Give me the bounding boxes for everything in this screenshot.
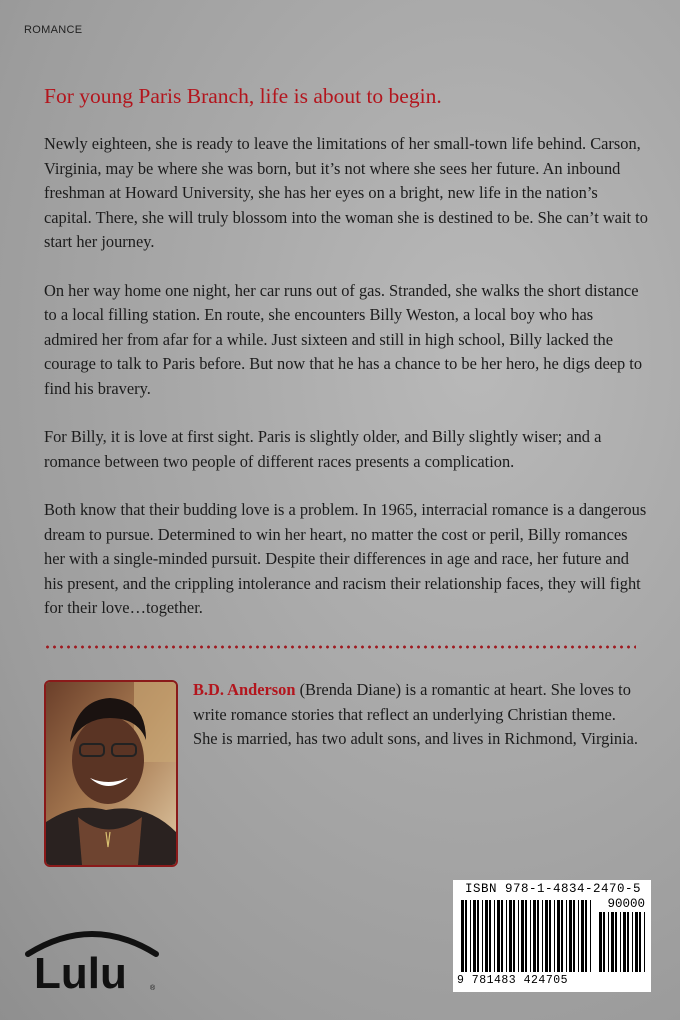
lulu-logo-text: Lulu [34, 949, 127, 998]
isbn-text: ISBN 978-1-4834-2470-5 [464, 882, 642, 896]
barcode-box [453, 880, 651, 992]
author-bio [193, 678, 643, 752]
blurb-paragraph: Both know that their budding love is a problem. In 1965, interracial romance is a dangerous dream to pursue. Determined to win her heart, no matter the cost or peril, Billy romances her with a single-minded pursuit. Despite their differences in age and race, her future and his present, and the crippling intolerance and racism their relationship faces, they will fight for their love…together. [44, 500, 647, 617]
genre-label: ROMANCE [24, 24, 83, 36]
blurb-paragraph: On her way home one night, her car runs out of gas. Stranded, she walks the short distance to a local filling station. En route, she encounters Billy Weston, a local boy who has admired her from afar for a while. Just sixteen and still in high school, Billy lacked the courage to talk to Paris before. But now that he has a chance to be her hero, he digs deep to find his bravery. [44, 280, 643, 398]
blurb [44, 132, 649, 645]
lulu-logo [22, 920, 162, 1000]
dotted-divider [44, 645, 636, 649]
author-name: B.D. Anderson [193, 680, 296, 699]
barcode-digits: 9 781483 424705 [457, 974, 569, 987]
tagline: For young Paris Branch, life is about to begin. [44, 84, 442, 108]
blurb-paragraph: Newly eighteen, she is ready to leave the limitations of her small-town life behind. Carson, Virginia, may be where she was born, but it’s not where she sees her future. An inbound freshman at Howard University, she has her eyes on a bright, new life in the nation’s capital. There, she will truly blossom into the woman she is destined to be. She can’t wait to start her journey. [44, 134, 648, 251]
blurb-paragraph: For Billy, it is love at first sight. Paris is slightly older, and Billy slightly wiser; and a romance between two people of different races presents a complication. [44, 427, 602, 471]
price-code: 90000 [607, 897, 645, 911]
author-bio-text: (Brenda Diane) is a romantic at heart. She loves to write romance stories that reflect an underlying Christian theme. She is married, has two adult sons, and lives in Richmond, Virginia. [193, 680, 639, 748]
svg-text:®: ® [150, 985, 156, 992]
author-photo [44, 680, 178, 867]
